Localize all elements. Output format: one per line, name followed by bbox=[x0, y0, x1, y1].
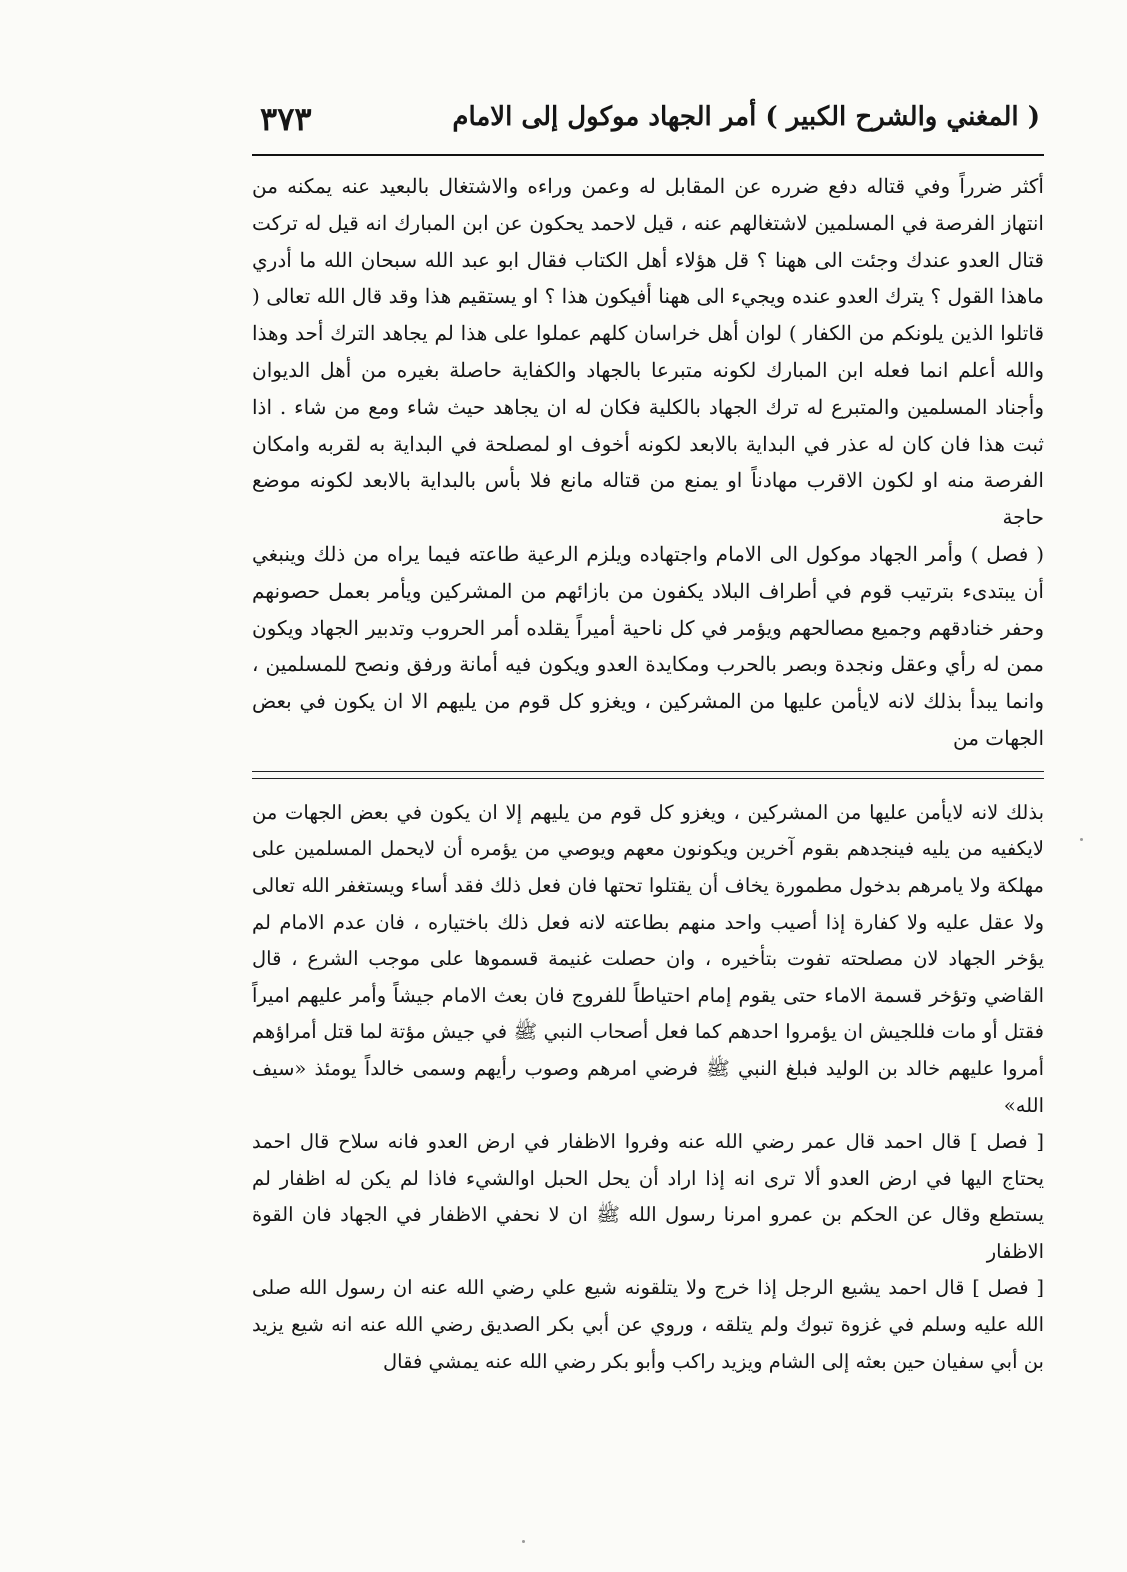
main-paragraph: ( فصل ) وأمر الجهاد موكول الى الامام واجتهاده ويلزم الرعية طاعته فيما يراه من ذلك وينبغي أن يبتدىء بترتيب قوم في أطراف البلاد يكفون من بازائهم من المشركين ويأمر بعمل حصونهم وحفر خنادقهم وجميع مصالحهم ويؤمر في كل ناحية أميراً يقلده أمر الحروب وتدبير الجهاد ويكون ممن له رأي وعقل ونجدة وبصر بالحرب ومكايدة العدو ويكون فيه أمانة ورفق ونصح للمسلمين ، وانما يبدأ بذلك لانه لايأمن عليها من المشركين ، ويغزو كل قوم من يليهم الا ان يكون في بعض الجهات من bbox=[252, 541, 1044, 750]
book-page bbox=[252, 100, 1044, 1540]
running-title: ( المغني والشرح الكبير ) أمر الجهاد موكول إلى الامام bbox=[452, 102, 1040, 132]
commentary-paragraph: [ فصل ] قال احمد يشيع الرجل إذا خرج ولا يتلقونه شيع علي رضي الله عنه ان رسول الله صلى الله عليه وسلم في غزوة تبوك ولم يتلقه ، وروي عن أبي بكر الصديق رضي الله عنه انه شيع يزيد بن أبي سفيان حين بعثه إلى الشام ويزيد راكب وأبو بكر رضي الله عنه يمشي فقال bbox=[252, 1276, 1044, 1373]
page-number: ٣٧٣ bbox=[260, 100, 312, 138]
double-rule-separator bbox=[252, 771, 1044, 779]
main-text-block bbox=[252, 168, 1044, 757]
page-header bbox=[252, 100, 1044, 158]
header-rule bbox=[252, 154, 1044, 156]
paper-speck bbox=[1080, 838, 1083, 841]
commentary-text-block bbox=[252, 795, 1044, 1381]
commentary-paragraph: بذلك لانه لايأمن عليها من المشركين ، ويغزو كل قوم من يليهم إلا ان يكون في بعض الجهات من لايكفيه من يليه فينجدهم بقوم آخرين ويكونون معهم ويوصي من يؤمره أن لايحمل المسلمين على مهلكة ولا يامرهم بدخول مطمورة يخاف أن يقتلوا تحتها فان فعل ذلك فقد أساء ويستغفر الله تعالى ولا عقل عليه ولا كفارة إذا أصيب واحد منهم بطاعته لانه فعل ذلك باختياره ، فان عدم الامام لم يؤخر الجهاد لان مصلحته تفوت بتأخيره ، وان حصلت غنيمة قسموها على موجب الشرع ، قال القاضي وتؤخر قسمة الاماء حتى يقوم إمام احتياطاً للفروج فان بعث الامام جيشاً وأمر عليهم اميراً فقتل أو مات فللجيش ان يؤمروا احدهم كما فعل أصحاب النبي ﷺ في جيش مؤتة لما قتل أمراؤهم أمروا عليهم خالد بن الوليد فبلغ النبي ﷺ فرضي امرهم وصوب رأيهم وسمى خالداً يومئذ «سيف الله» bbox=[252, 800, 1044, 1117]
commentary-paragraph: [ فصل ] قال احمد قال عمر رضي الله عنه وفروا الاظفار في ارض العدو فانه سلاح قال احمد يحتاج اليها في ارض العدو ألا ترى انه إذا اراد أن يحل الحبل اوالشيء فاذا لم يكن له اظفار لم يستطع وقال عن الحكم بن عمرو امرنا رسول الله ﷺ ان لا نحفي الاظفار في الجهاد فان القوة الاظفار bbox=[252, 1130, 1044, 1263]
main-paragraph: أكثر ضرراً وفي قتاله دفع ضرره عن المقابل له وعمن وراءه والاشتغال بالبعيد عنه يمكنه من انتهاز الفرصة في المسلمين لاشتغالهم عنه ، قيل لاحمد يحكون عن ابن المبارك انه قيل له تركت قتال العدو عندك وجئت الى ههنا ؟ قل هؤلاء أهل الكتاب فقال ابو عبد الله سبحان الله ما أدري ماهذا القول ؟ يترك العدو عنده ويجيء الى ههنا أفيكون هذا ؟ او يستقيم هذا وقد قال الله تعالى ( قاتلوا الذين يلونكم من الكفار ) لوان أهل خراسان كلهم عملوا على هذا لم يجاهد الترك أحد وهذا والله أعلم انما فعله ابن المبارك لكونه متبرعا بالجهاد والكفاية حاصلة بغيره من أهل الديوان وأجناد المسلمين والمتبرع له ترك الجهاد بالكلية فكان له ان يجاهد حيث شاء ومع من شاء . اذا ثبت هذا فان كان له عذر في البداية بالابعد لكونه أخوف او لمصلحة في البداية به لقربه وامكان الفرصة منه او لكون الاقرب مهادناً او يمنع من قتاله مانع فلا بأس بالبداية بالابعد لكونه موضع حاجة bbox=[252, 174, 1044, 530]
paper-speck bbox=[522, 1540, 525, 1543]
